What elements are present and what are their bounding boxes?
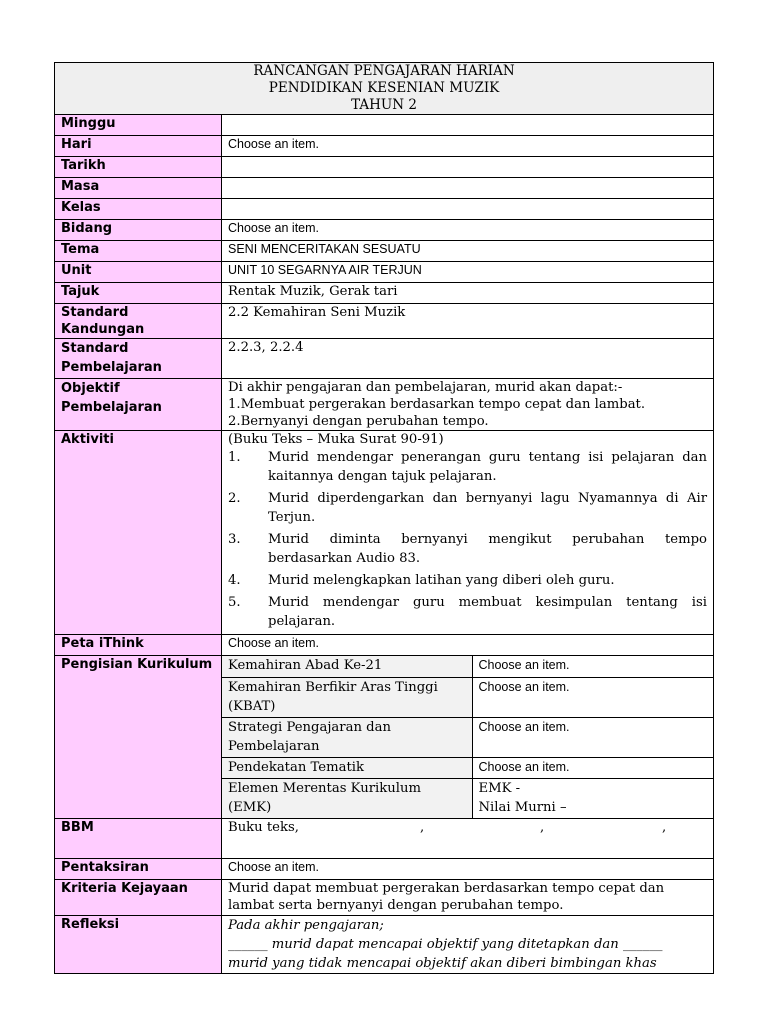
kbat-label: Kemahiran Berfikir Aras Tinggi (KBAT) xyxy=(222,677,472,717)
refleksi-line-1: Pada akhir pengajaran; xyxy=(228,918,384,933)
pendekatan-tematik-label: Pendekatan Tematik xyxy=(222,757,472,778)
pengisian-kurikulum-label: Pengisian Kurikulum xyxy=(55,656,222,819)
objektif-line-2: 1.Membuat pergerakan berdasarkan tempo cepat dan lambat. xyxy=(228,397,646,412)
hari-dropdown[interactable]: Choose an item. xyxy=(222,136,714,157)
aktiviti-item-number: 1. xyxy=(228,450,241,465)
aktiviti-label: Aktiviti xyxy=(55,431,222,635)
objektif-value[interactable] xyxy=(222,379,714,431)
peta-ithink-label: Peta iThink xyxy=(55,635,222,656)
masa-value[interactable] xyxy=(222,178,714,199)
tarikh-value[interactable] xyxy=(222,157,714,178)
tajuk-label: Tajuk xyxy=(55,283,222,304)
strategi-pdp-label: Strategi Pengajaran dan Pembelajaran xyxy=(222,717,472,757)
tema-label: Tema xyxy=(55,241,222,262)
kelas-label: Kelas xyxy=(55,199,222,220)
aktiviti-item-text: Murid mendengar guru membuat kesimpulan tentang isi pelajaran. xyxy=(268,595,707,629)
objektif-label-line-1: Objektif xyxy=(61,381,120,396)
bbm-comma-1: , xyxy=(420,820,425,835)
bbm-text-1: Buku teks, xyxy=(228,820,299,835)
emk-value[interactable] xyxy=(472,778,713,818)
bbm-label: BBM xyxy=(55,819,222,859)
emk-label: Elemen Merentas Kurikulum (EMK) xyxy=(222,778,472,818)
bidang-label: Bidang xyxy=(55,220,222,241)
hari-label: Hari xyxy=(55,136,222,157)
kelas-value[interactable] xyxy=(222,199,714,220)
kriteria-kejayaan-value[interactable]: Murid dapat membuat pergerakan berdasarkan tempo cepat dan lambat serta bernyanyi dengan perubahan tempo. xyxy=(222,880,714,916)
bbm-value[interactable] xyxy=(222,819,714,859)
emk-line-2: Nilai Murni – xyxy=(478,799,567,815)
rph-table xyxy=(54,62,714,974)
aktiviti-item xyxy=(228,571,707,590)
aktiviti-item-number: 5. xyxy=(228,595,241,610)
bbm-comma-3: , xyxy=(662,820,667,835)
aktiviti-list xyxy=(228,448,707,631)
aktiviti-item-text: Murid diperdengarkan dan bernyanyi lagu Nyamannya di Air Terjun. xyxy=(268,491,707,525)
minggu-value[interactable] xyxy=(222,115,714,136)
kriteria-kejayaan-label: Kriteria Kejayaan xyxy=(55,880,222,916)
header-line-1: RANCANGAN PENGAJARAN HARIAN xyxy=(253,63,515,79)
aktiviti-item xyxy=(228,593,707,631)
standard-pembelajaran-value[interactable]: 2.2.3, 2.2.4 xyxy=(222,339,714,379)
tema-value[interactable]: SENI MENCERITAKAN SESUATU xyxy=(222,241,714,262)
pendekatan-tematik-dropdown[interactable]: Choose an item. xyxy=(472,757,713,778)
aktiviti-item-text: Murid diminta bernyanyi mengikut perubahan tempo berdasarkan Audio 83. xyxy=(268,532,707,566)
tajuk-value[interactable]: Rentak Muzik, Gerak tari xyxy=(222,283,714,304)
kbat-dropdown[interactable]: Choose an item. xyxy=(472,677,713,717)
aktiviti-item xyxy=(228,448,707,486)
strategi-pdp-dropdown[interactable]: Choose an item. xyxy=(472,717,713,757)
aktiviti-item xyxy=(228,530,707,568)
pentaksiran-dropdown[interactable]: Choose an item. xyxy=(222,859,714,880)
aktiviti-item-text: Murid mendengar penerangan guru tentang isi pelajaran dan kaitannya dengan tajuk pelajaran. xyxy=(268,450,707,484)
aktiviti-item-text: Murid melengkapkan latihan yang diberi oleh guru. xyxy=(268,573,615,588)
document-header xyxy=(55,63,714,115)
masa-label: Masa xyxy=(55,178,222,199)
refleksi-value[interactable] xyxy=(222,916,714,974)
objektif-line-1: Di akhir pengajaran dan pembelajaran, murid akan dapat:- xyxy=(228,380,623,395)
refleksi-label: Refleksi xyxy=(55,916,222,974)
refleksi-line-2: ______ murid dapat mencapai objektif yang ditetapkan dan ______ xyxy=(228,937,663,952)
refleksi-line-3: murid yang tidak mencapai objektif akan diberi bimbingan khas xyxy=(228,956,657,971)
objektif-label xyxy=(55,379,222,431)
minggu-label: Minggu xyxy=(55,115,222,136)
pengisian-kurikulum-table xyxy=(222,656,713,818)
emk-line-1: EMK - xyxy=(478,780,521,796)
unit-value[interactable]: UNIT 10 SEGARNYA AIR TERJUN xyxy=(222,262,714,283)
objektif-label-line-2: Pembelajaran xyxy=(61,400,162,415)
aktiviti-item xyxy=(228,489,707,527)
sp-label-line-1: Standard xyxy=(61,341,129,356)
header-line-2: PENDIDIKAN KESENIAN MUZIK xyxy=(268,80,500,96)
header-line-3: TAHUN 2 xyxy=(351,97,417,113)
bbm-comma-2: , xyxy=(540,820,545,835)
aktiviti-intro: (Buku Teks – Muka Surat 90-91) xyxy=(228,432,444,447)
kemahiran-abad-dropdown[interactable]: Choose an item. xyxy=(472,656,713,677)
standard-kandungan-value[interactable]: 2.2 Kemahiran Seni Muzik xyxy=(222,304,714,339)
pengisian-kurikulum-cell xyxy=(222,656,714,819)
standard-pembelajaran-label xyxy=(55,339,222,379)
bidang-dropdown[interactable]: Choose an item. xyxy=(222,220,714,241)
tarikh-label: Tarikh xyxy=(55,157,222,178)
standard-kandungan-label: Standard Kandungan xyxy=(55,304,222,339)
peta-ithink-dropdown[interactable]: Choose an item. xyxy=(222,635,714,656)
aktiviti-value[interactable] xyxy=(222,431,714,635)
aktiviti-item-number: 4. xyxy=(228,573,241,588)
pentaksiran-label: Pentaksiran xyxy=(55,859,222,880)
unit-label: Unit xyxy=(55,262,222,283)
aktiviti-item-number: 2. xyxy=(228,491,241,506)
objektif-line-3: 2.Bernyanyi dengan perubahan tempo. xyxy=(228,414,489,429)
sp-label-line-2: Pembelajaran xyxy=(61,360,162,375)
aktiviti-item-number: 3. xyxy=(228,532,241,547)
kemahiran-abad-label: Kemahiran Abad Ke-21 xyxy=(222,656,472,677)
